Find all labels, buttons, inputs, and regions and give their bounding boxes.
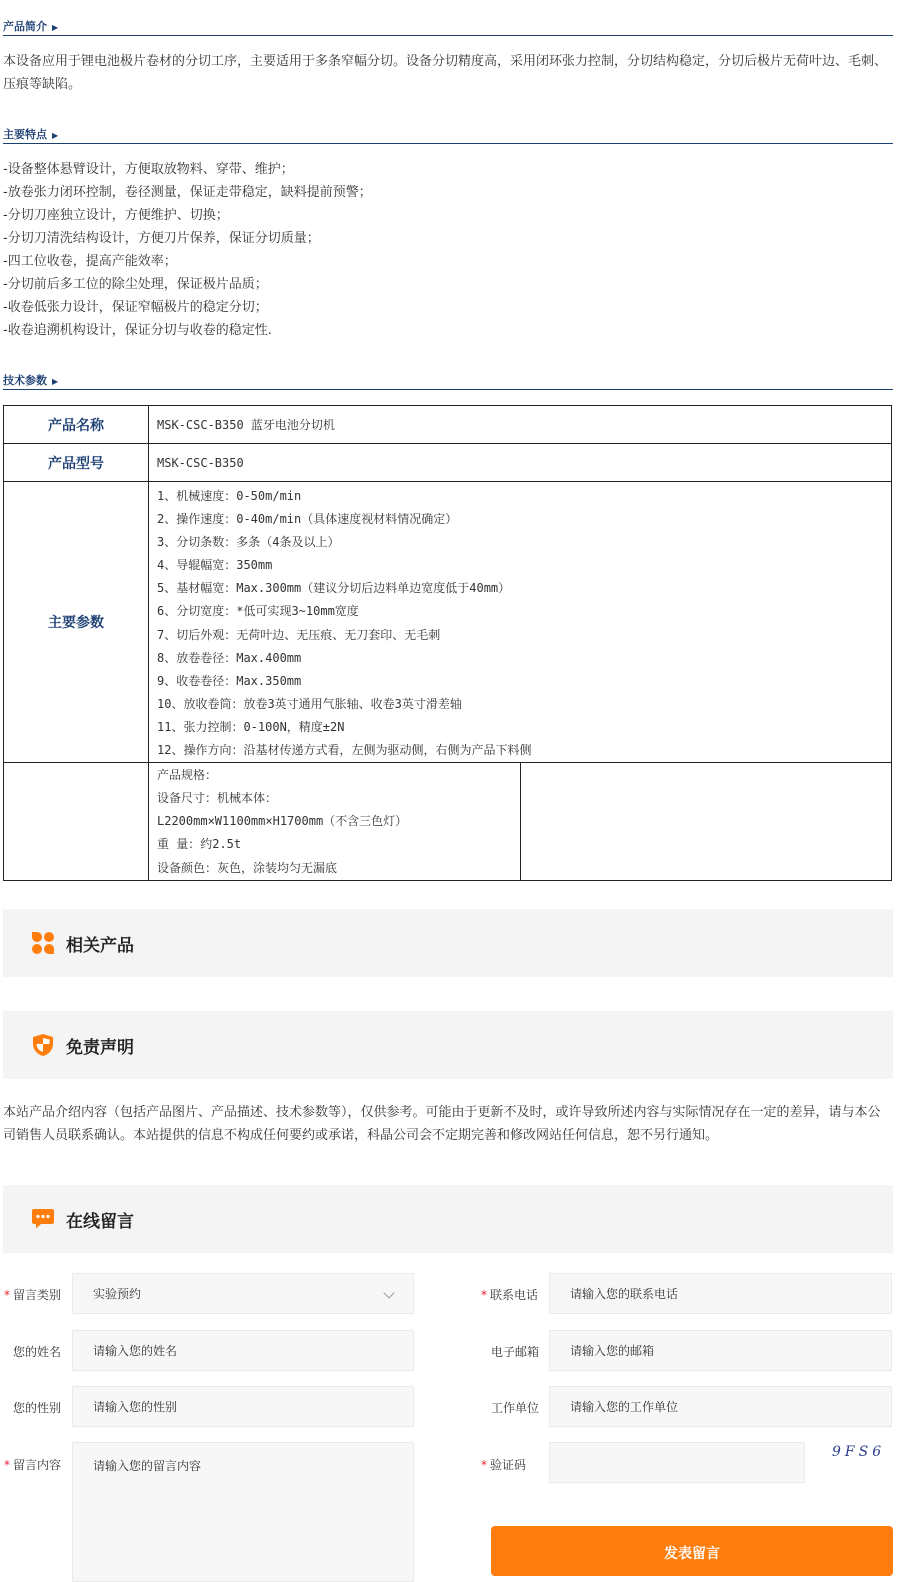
table-row [4,444,892,482]
chat-bubble-icon [31,1207,55,1231]
message-label: * 留言内容 [4,1458,62,1472]
intro-text: 本设备应用于锂电池极片卷材的分切工序，主要适用于多条窄幅分切。设备分切精度高，采用闭环张力控制，分切结构稳定，分切后极片无荷叶边、毛刺、压痕等缺陷。 [3,54,888,92]
email-input[interactable]: 请输入您的邮箱 [549,1330,892,1371]
param-item: 6、分切宽度：*低可实现3~10mm宽度 [157,604,359,619]
spec-line: 设备颜色：灰色，涂装均匀无漏底 [157,860,338,875]
table-row [4,763,892,880]
features-section-header [3,115,893,144]
product-model-value: MSK-CSC-B350 [149,444,892,482]
tech-title: 技术参数 ▶ [3,374,59,387]
gender-input[interactable]: 请输入您的性别 [72,1386,414,1427]
spec-empty-cell [4,763,149,880]
main-params-list [149,482,892,763]
tech-section-header [3,361,893,390]
message-form-title: 在线留言 [66,1212,134,1232]
intro-title: 产品简介 ▶ [3,20,59,33]
param-item: 5、基材幅宽：Max.300mm（建议分切后边料单边宽度低于40mm） [157,581,511,596]
required-mark: * [481,1458,487,1472]
required-mark: * [481,1288,487,1302]
feature-item: -分切前后多工位的除尘处理，保证极片品质； [3,277,268,292]
spec-line: 重 量：约2.5t [157,837,242,852]
required-mark: * [4,1458,10,1472]
disclaimer-text: 本站产品介绍内容（包括产品图片、产品描述、技术参数等），仅供参考。可能由于更新不及时，或许导致所述内容与实际情况存在一定的差异，请与本公司销售人员联系确认。本站提供的信息不构成任何要约或承诺，科晶公司会不定期完善和修改网站任何信息，恕不另行通知。 [3,1105,881,1143]
param-item: 10、放收卷筒：放卷3英寸通用气胀轴、收卷3英寸滑差轴 [157,696,462,711]
features-list [3,158,893,342]
feature-item: -设备整体悬臂设计，方便取放物料、穿带、维护； [3,162,294,177]
triangle-right-icon: ▶ [52,377,59,386]
spec-line: 产品规格： [157,768,218,783]
captcha-image[interactable]: 9FS6 [832,1444,886,1460]
chevron-down-icon [383,1287,394,1298]
main-params-label: 主要参数 [4,482,149,763]
feature-item: -四工位收卷，提高产能效率； [3,254,177,269]
spec-line: L2200mm×W1100mm×H1700mm（不含三色灯） [157,814,408,829]
flower-grid-icon [31,931,55,955]
param-item: 11、张力控制：0-100N，精度±2N [157,719,345,734]
related-products-title: 相关产品 [66,936,134,956]
param-item: 2、操作速度：0-40m/min（具体速度视材料情况确定） [157,512,458,527]
features-title: 主要特点 ▶ [3,128,59,141]
table-row [4,406,892,444]
spec-line: 设备尺寸：机械本体： [157,791,278,806]
email-label: 电子邮箱 [491,1345,540,1359]
gender-label: 您的性别 [13,1401,62,1415]
captcha-input[interactable] [549,1442,805,1483]
message-textarea[interactable]: 请输入您的留言内容 [72,1442,414,1582]
param-item: 3、分切条数：多条（4条及以上） [157,535,340,550]
triangle-right-icon: ▶ [52,131,59,140]
triangle-right-icon: ▶ [52,23,59,32]
product-name-label: 产品名称 [4,406,149,444]
category-label: * 留言类别 [4,1288,62,1302]
product-name-value: MSK-CSC-B350 蓝牙电池分切机 [149,406,892,444]
category-select[interactable] [72,1273,414,1314]
message-form-bar [3,1185,893,1253]
spec-empty-cell [520,763,892,880]
name-input[interactable]: 请输入您的姓名 [72,1330,414,1371]
param-item: 8、放卷卷径：Max.400mm [157,650,302,665]
disclaimer-title: 免责声明 [66,1038,134,1058]
name-label: 您的姓名 [13,1345,62,1359]
company-input[interactable]: 请输入您的工作单位 [549,1386,892,1427]
phone-label: * 联系电话 [481,1288,539,1302]
phone-input[interactable]: 请输入您的联系电话 [549,1273,892,1314]
intro-section-header [3,7,893,36]
feature-item: -收卷追溯机构设计，保证分切与收卷的稳定性. [3,323,272,338]
feature-item: -分切刀座独立设计，方便维护、切换； [3,208,229,223]
spec-table [3,405,892,881]
param-item: 4、导辊幅宽：350mm [157,558,273,573]
feature-item: -放卷张力闭环控制，卷径测量，保证走带稳定，缺料提前预警； [3,185,372,200]
param-item: 1、机械速度：0-50m/min [157,489,302,503]
submit-button[interactable]: 发表留言 [491,1526,893,1576]
param-item: 7、切后外观：无荷叶边、无压痕、无刀套印、无毛刺 [157,627,441,642]
disclaimer-bar [3,1011,893,1079]
company-label: 工作单位 [491,1401,540,1415]
table-row [4,482,892,763]
shield-icon [31,1033,55,1057]
spec-lines [149,763,521,880]
category-selected-value: 实验预约 [93,1287,142,1301]
param-item: 9、收卷卷径：Max.350mm [157,673,302,688]
required-mark: * [4,1288,10,1302]
feature-item: -分切刀清洗结构设计，方便刀片保养，保证分切质量； [3,231,320,246]
param-item: 12、操作方向：沿基材传递方式看，左侧为驱动侧，右侧为产品下料侧 [157,743,532,758]
captcha-label: * 验证码 [481,1458,527,1472]
related-products-bar [3,909,893,977]
feature-item: -收卷低张力设计，保证窄幅极片的稳定分切； [3,300,268,315]
product-model-label: 产品型号 [4,444,149,482]
